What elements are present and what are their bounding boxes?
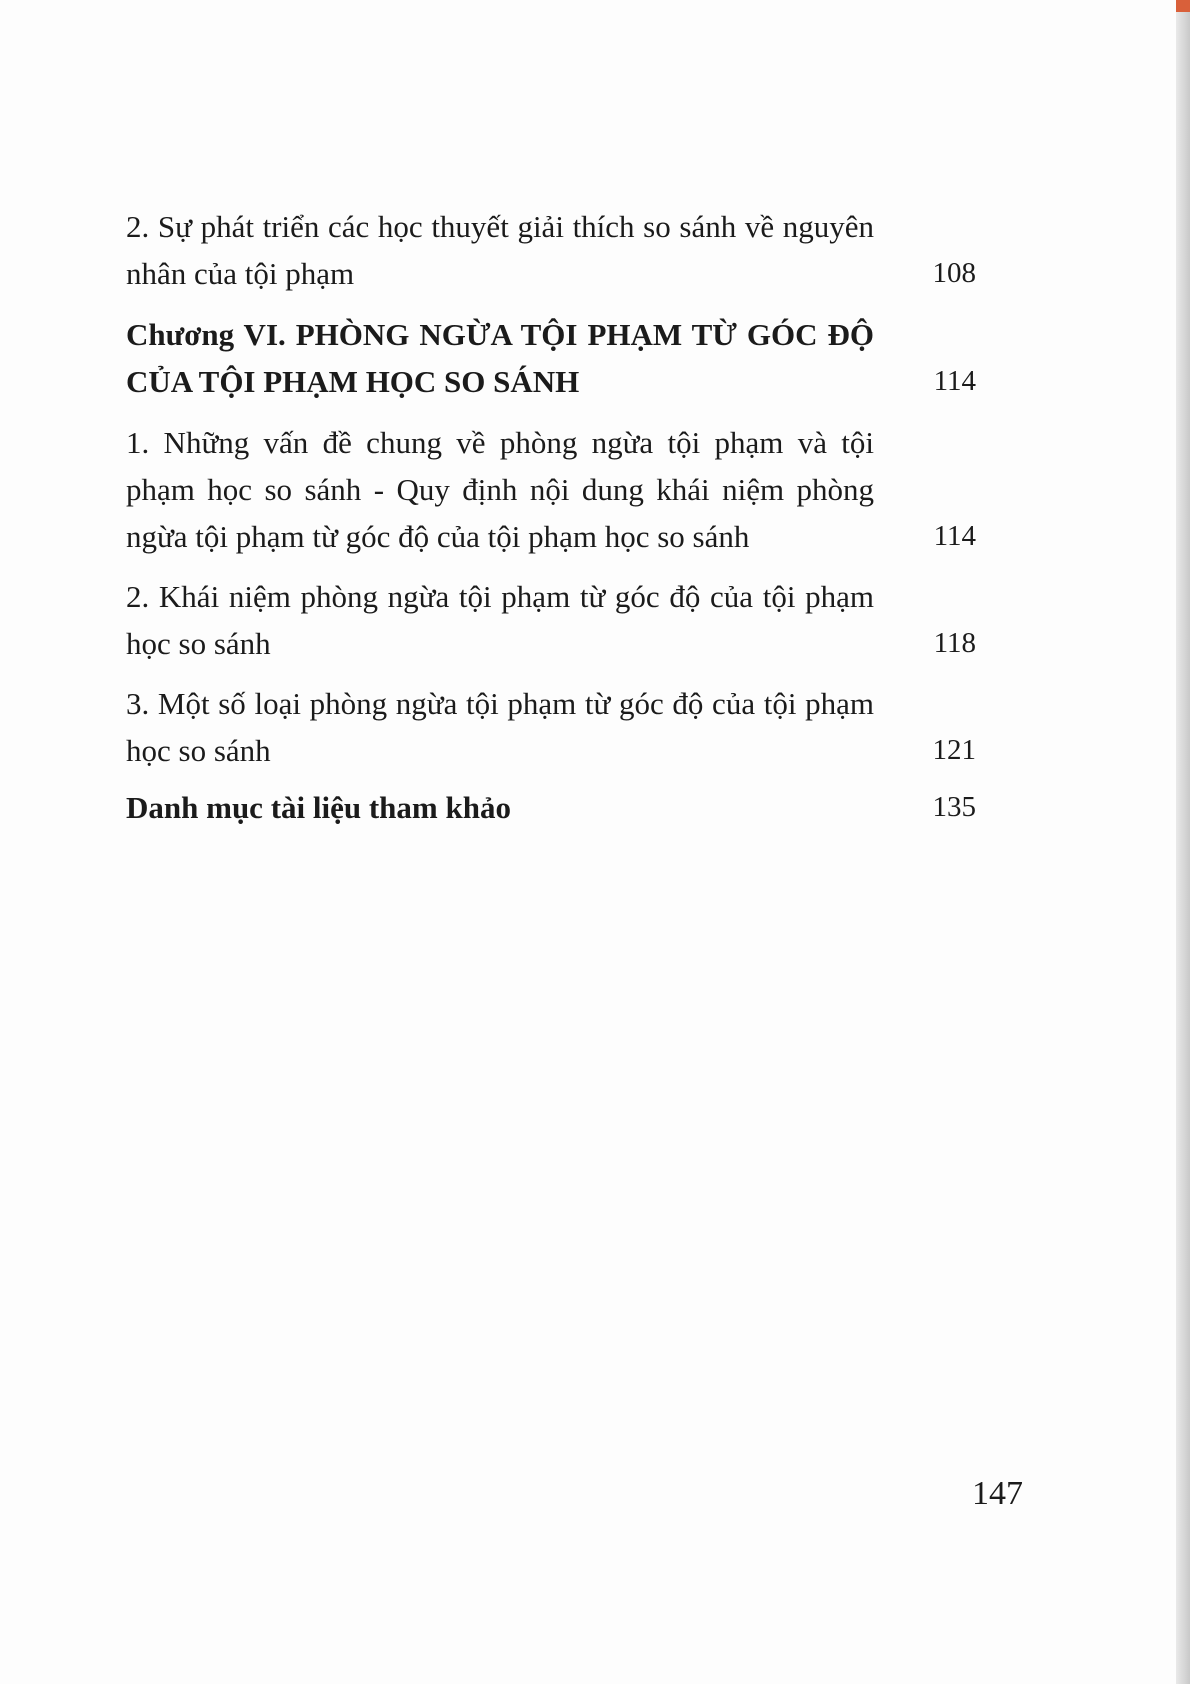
toc-chapter-title: Chương VI. PHÒNG NGỪA TỘI PHẠM TỪ GÓC ĐỘ CỦA TỘI PHẠM HỌC SO SÁNH bbox=[126, 317, 874, 399]
toc-entry-section-1-general[interactable] bbox=[126, 419, 976, 560]
toc-entry-references[interactable] bbox=[126, 784, 976, 831]
table-of-contents bbox=[126, 203, 976, 831]
toc-entry-title: 1. Những vấn đề chung về phòng ngừa tội phạm và tội phạm học so sánh - Quy định nội dung khái niệm phòng ngừa tội phạm từ góc độ của tội phạm học so sánh bbox=[126, 425, 874, 554]
toc-entry-page: 121 bbox=[932, 734, 976, 766]
toc-entry-page: 108 bbox=[932, 257, 976, 289]
toc-entry-page: 114 bbox=[933, 365, 976, 397]
page-edge bbox=[1176, 0, 1190, 1684]
toc-entry-title: 3. Một số loại phòng ngừa tội phạm từ góc độ của tội phạm học so sánh bbox=[126, 686, 874, 768]
toc-entry-section-2-concept[interactable] bbox=[126, 573, 976, 667]
toc-entry-chapter-6[interactable] bbox=[126, 311, 976, 405]
toc-entry-title: Danh mục tài liệu tham khảo bbox=[126, 790, 511, 825]
page-number: 147 bbox=[972, 1475, 1023, 1512]
toc-entry-title: 2. Sự phát triển các học thuyết giải thích so sánh về nguyên nhân của tội phạm bbox=[126, 209, 874, 291]
toc-entry-page: 114 bbox=[933, 520, 976, 552]
toc-entry-title: 2. Khái niệm phòng ngừa tội phạm từ góc độ của tội phạm học so sánh bbox=[126, 579, 874, 661]
toc-entry-section-2-causes[interactable] bbox=[126, 203, 976, 297]
cover-edge-accent bbox=[1176, 0, 1190, 12]
toc-entry-section-3-types[interactable] bbox=[126, 680, 976, 774]
toc-entry-page: 118 bbox=[933, 627, 976, 659]
toc-entry-page: 135 bbox=[932, 791, 976, 823]
